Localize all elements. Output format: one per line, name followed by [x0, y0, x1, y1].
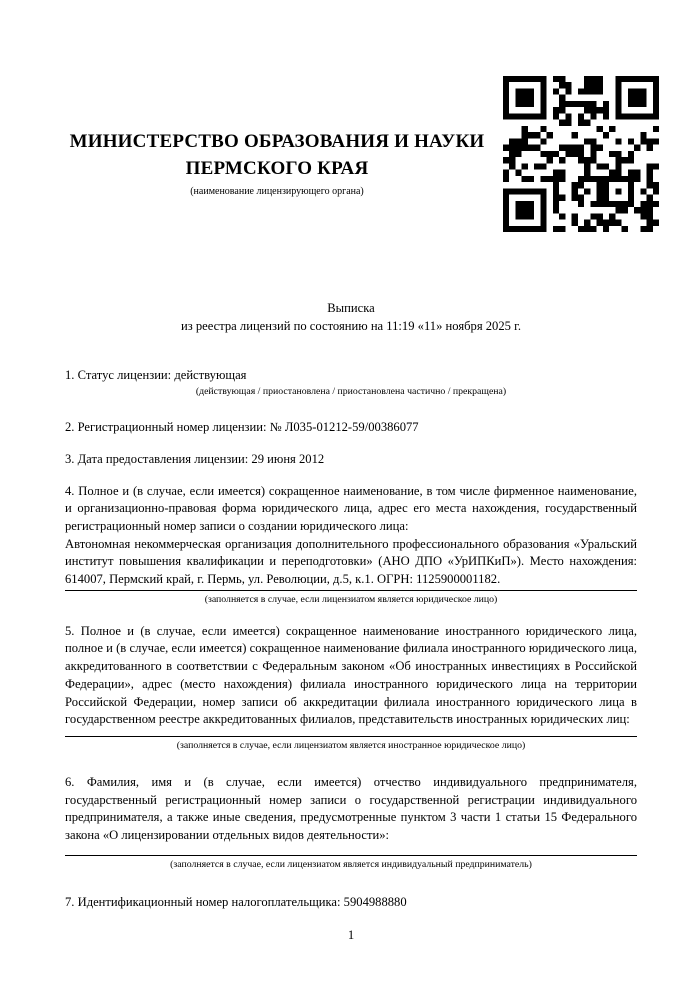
qr-code-icon — [503, 76, 659, 232]
license-grant-date: 3. Дата предоставления лицензии: 29 июня 2012 — [65, 451, 325, 466]
license-status-options-caption: (действующая / приостановлена / приостановлена частично / прекращена) — [195, 386, 507, 398]
license-status: 1. Статус лицензии: действующая — [65, 368, 247, 383]
legal-entity-caption: (заполняется в случае, если лицензиатом является юридическое лицо) — [204, 593, 498, 605]
ministry-name-line2: ПЕРМСКОГО КРАЯ — [185, 158, 369, 179]
page-number: 1 — [347, 928, 355, 943]
fill-in-line-foreign-entity — [65, 736, 637, 737]
document-body — [65, 300, 637, 945]
foreign-entity-section-label: 5. Полное и (в случае, если имеется) сокращенное наименование иностранного юридического лица, полное и (в случае, если имеется) сокращенное наименование филиала иностранного юридического лица, аккредитованного в соответствии с Федеральным законом «Об иностранных инвестициях в Российской Федерации», адрес (место нахождения) филиала иностранного юридического лица на территории Российской Федерации, номер записи об аккредитации филиала иностранного юридического лица в государственном реестре аккредитованных филиалов, представительств иностранных юридических лиц: — [65, 623, 637, 727]
fill-in-line-individual-entrepreneur — [65, 855, 637, 856]
legal-entity-section-label: 4. Полное и (в случае, если имеется) сокращенное наименование, в том числе фирменное наименование, и организационно-правовая форма юридического лица, адрес его места нахождения, государственный регистрационный номер записи о создании юридического лица: — [65, 483, 637, 533]
individual-entrepreneur-section-label: 6. Фамилия, имя и (в случае, если имеется) отчество индивидуального предпринимателя, государственный регистрационный номер записи о государственной регистрации индивидуального предпринимателя, а также иные сведения, предусмотренные пунктом 3 части 1 статьи 15 Федерального закона «О лицензировании отдельных видов деятельности»: — [65, 774, 637, 843]
document-title — [65, 300, 637, 335]
license-registration-number: 2. Регистрационный номер лицензии: № Л035-01212-59/00386077 — [65, 420, 419, 435]
ministry-name-line1: МИНИСТЕРСТВО ОБРАЗОВАНИЯ И НАУКИ — [69, 131, 485, 152]
foreign-entity-caption: (заполняется в случае, если лицензиатом является иностранное юридическое лицо) — [176, 739, 526, 751]
title-line2: из реестра лицензий по состоянию на 11:19 «11» ноября 2025 г. — [180, 318, 521, 333]
taxpayer-id: 7. Идентификационный номер налогоплательщика: 5904988880 — [65, 894, 407, 909]
licensing-authority-header — [52, 128, 502, 198]
legal-entity-details: Автономная некоммерческая организация дополнительного профессионального образования «Уральский институт повышения квалификации и переподготовки» (АНО ДПО «УрИПКиП»). Место нахождения: 614007, Пермский край, г. Пермь, ул. Революции, д.5, к.1. ОГРН: 1125900001182. — [65, 536, 637, 587]
title-line1: Выписка — [327, 301, 375, 315]
fill-in-line-legal-entity — [65, 590, 637, 591]
individual-entrepreneur-caption: (заполняется в случае, если лицензиатом является индивидуальный предприниматель) — [170, 858, 532, 870]
ministry-caption: (наименование лицензирующего органа) — [190, 186, 364, 197]
